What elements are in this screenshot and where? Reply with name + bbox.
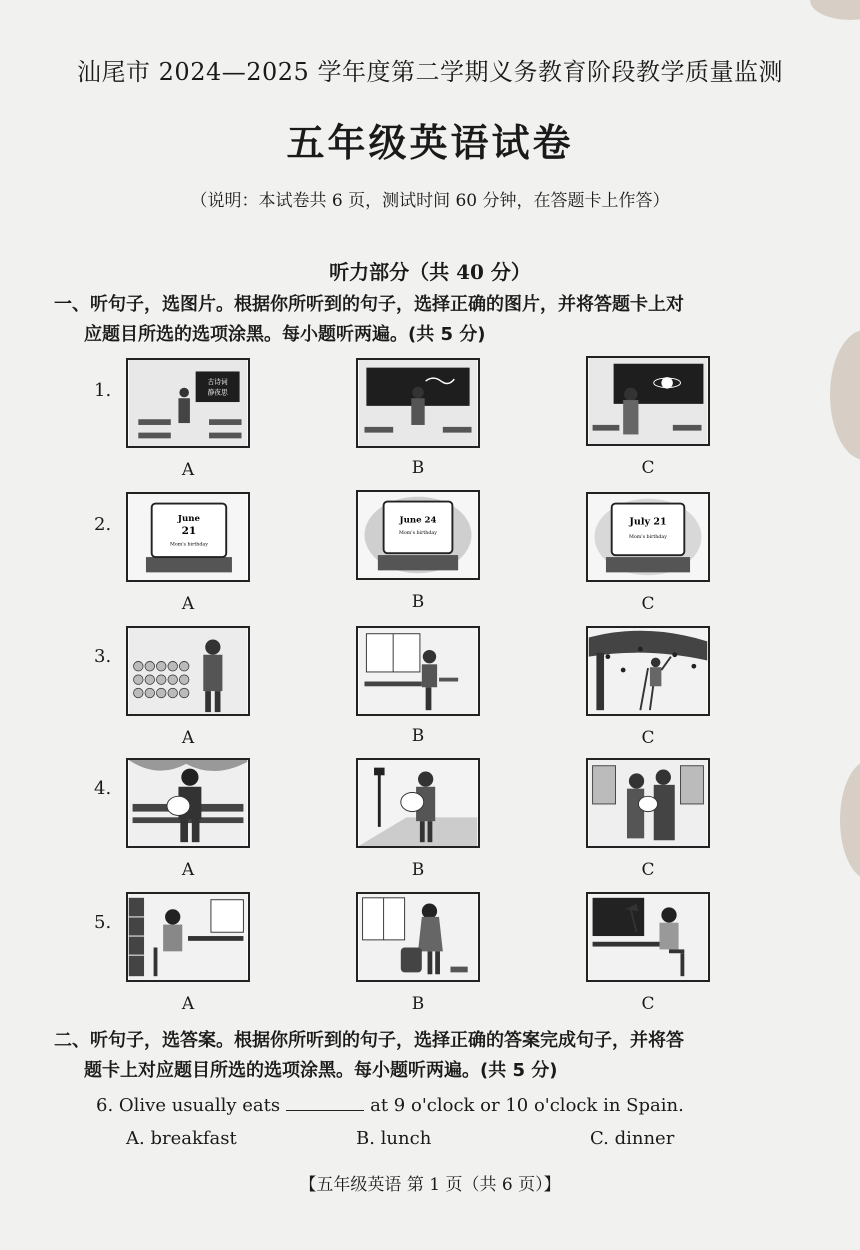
section-one-line2: 应题目所选的选项涂黑。每小题听两遍。(共 5 分) [84,324,486,345]
page-title: 五年级英语试卷 [286,120,574,165]
option-label: A [181,460,195,480]
page-footer: 【五年级英语 第 1 页（共 6 页）】 [299,1175,561,1195]
thumb-shadow-top [830,330,860,460]
picture-3b[interactable] [356,626,480,716]
exam-header: 汕尾市 2024—2025 学年度第二学期义务教育阶段教学质量监测 [77,58,783,86]
boy-at-table-image [358,628,478,714]
board-text-2: 静夜思 [207,388,228,397]
calendar-july-21-image [588,494,708,580]
exam-note: （说明：本试卷共 6 页，测试时间 60 分钟，在答题卡上作答） [190,191,670,211]
girl-packing-bag-image [358,894,478,980]
listening-heading: 听力部分（共 40 分） [329,260,531,284]
girl-reading-at-desk-image [128,894,248,980]
calendar-date: July 21 [629,516,667,528]
option-label: A [181,994,195,1014]
picture-4c[interactable] [586,758,710,848]
fruit-market-boy-image [128,628,248,714]
picture-5c[interactable] [586,892,710,982]
page-corner-shadow [810,0,860,20]
classroom-teacher-image [128,360,248,446]
question-number: 2. [94,514,112,535]
boy-with-dog-on-bench-image [128,760,248,846]
girl-holding-dog-image [358,760,478,846]
question-6-suffix: at 9 o'clock or 10 o'clock in Spain. [370,1095,684,1116]
picture-4a[interactable] [126,758,250,848]
option-label: A [181,594,195,614]
option-label: C [641,728,655,748]
picture-4b[interactable] [356,758,480,848]
option-label: A [181,728,195,748]
picture-3a[interactable] [126,626,250,716]
option-b[interactable]: B. lunch [356,1128,432,1149]
calendar-day: 21 [181,525,197,538]
section-two-instructions [54,1026,794,1086]
thumb-shadow-bottom [840,760,860,880]
question-number: 4. [94,778,112,799]
option-c[interactable]: C. dinner [590,1128,675,1149]
option-label: B [411,592,425,612]
question-6-prefix: 6. Olive usually eats [96,1095,281,1116]
option-label: B [411,994,425,1014]
picture-1b[interactable] [356,358,480,448]
calendar-note: Mom's birthday [399,531,437,537]
answer-blank [286,1094,364,1111]
option-label: B [411,458,425,478]
option-label: B [411,726,425,746]
option-label: B [411,860,425,880]
picking-apples-image [588,628,708,714]
picture-3c[interactable] [586,626,710,716]
girl-writing-at-night-image [588,894,708,980]
option-a[interactable]: A. breakfast [126,1128,237,1149]
calendar-month: June [177,513,200,524]
picture-2b[interactable] [356,490,480,580]
picture-1a[interactable] [126,358,250,448]
option-label: C [641,594,655,614]
section-two-line1: 二、听句子，选答案。根据你所听到的句子，选择正确的答案完成句子，并将答 [54,1030,684,1051]
calendar-note: Mom's birthday [169,542,208,548]
section-one-line1: 一、听句子，选图片。根据你所听到的句子，选择正确的图片，并将答题卡上对 [54,294,684,315]
picture-5a[interactable] [126,892,250,982]
picture-2a[interactable] [126,492,250,582]
option-label: C [641,994,655,1014]
question-number: 3. [94,646,112,667]
question-6 [96,1094,684,1116]
section-one-instructions [54,290,794,350]
picture-2c[interactable] [586,492,710,582]
option-label: C [641,458,655,478]
calendar-june-21-image [128,494,248,580]
question-number: 1. [94,380,112,401]
couple-with-dog-image [588,760,708,846]
calendar-note: Mom's birthday [629,534,667,540]
option-label: C [641,860,655,880]
picture-1c[interactable] [586,356,710,446]
option-label: A [181,860,195,880]
question-number: 5. [94,912,112,933]
science-teacher-image [588,358,708,444]
board-text-1: 古诗词 [207,377,228,386]
calendar-date: June 24 [399,515,437,526]
picture-5b[interactable] [356,892,480,982]
calendar-june-24-image [358,492,478,578]
section-two-line2: 题卡上对应题目所选的选项涂黑。每小题听两遍。(共 5 分) [84,1060,558,1081]
teacher-at-blackboard-image [358,360,478,446]
